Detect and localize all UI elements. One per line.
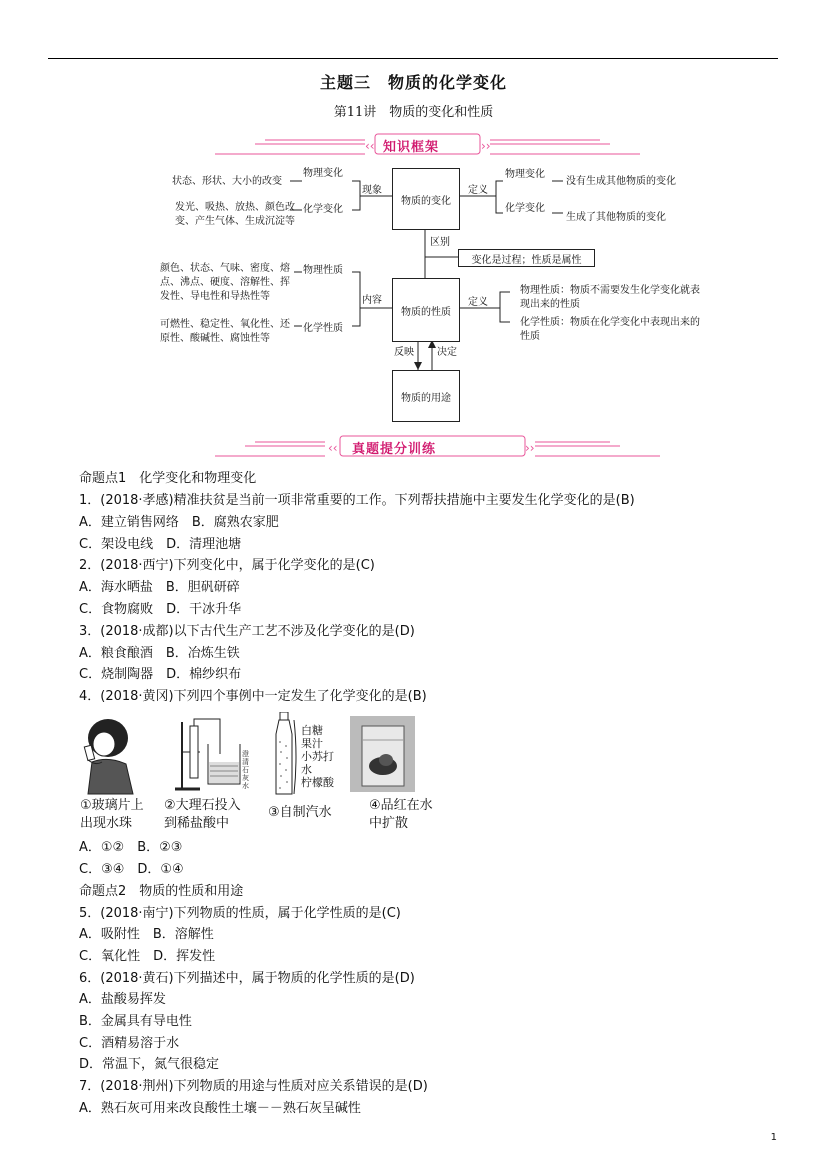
content-label: 内容 [362,295,382,306]
caption-1: ①玻璃片上 出现水珠 [80,798,144,831]
bottle-label-juice: 果汁 [301,737,323,750]
caption-2: ②大理石投入 到稀盐酸中 [164,798,241,831]
q2-options-cd: C．食物腐败 D．干冰升华 [79,602,242,617]
question-2: 2．(2018·西宁)下列变化中，属于化学变化的是(C) [79,558,375,573]
knowledge-banner-label: 知识框架 [383,140,440,155]
page-title: 主题三 物质的化学变化 [319,73,507,92]
q2-options-ab: A．海水晒盐 B．胆矾研碎 [79,580,240,595]
q5-options-ab: A．吸附性 B．溶解性 [79,927,214,942]
definition-label: 定义 [468,185,488,196]
phys-change-desc: 状态、形状、大小的改变 [172,176,282,187]
phys-change-label: 物理变化 [303,168,343,179]
svg-text:水: 水 [242,782,249,790]
question-7: 7．(2018·荆州)下列物质的用途与性质对应关系错误的是(D) [79,1079,428,1094]
bottle-label-baking-soda: 小苏打 [301,750,334,763]
q6-option-c: C．酒精易溶于水 [79,1036,180,1051]
definition2-label: 定义 [468,297,488,308]
svg-text:‹‹: ‹‹ [365,139,375,153]
question-4: 4．(2018·黄冈)下列四个事例中一定发生了化学变化的是(B) [79,689,427,704]
bottle-label-sugar: 白糖 [301,724,323,737]
q5-options-cd: C．氧化性 D．挥发性 [79,949,216,964]
phenomenon-label: 现象 [362,185,382,196]
question-6: 6．(2018·黄石)下列描述中，属于物质的化学性质的是(D) [79,971,415,986]
svg-text:清: 清 [242,758,249,766]
q6-option-d: D．常温下，氮气很稳定 [79,1057,220,1072]
phys-prop-def: 物理性质：物质不需要发生化学变化就表现出来的性质 [520,285,700,310]
right-chem-change: 化学变化 [505,203,545,214]
training-banner-label: 真题提分训练 [352,442,437,457]
properties-box: 物质的性质 [392,278,460,342]
question-3: 3．(2018·成都)以下古代生产工艺不涉及化学变化的是(D) [79,624,415,639]
question-1: 1．(2018·孝感)精准扶贫是当前一项非常重要的工作。下列帮扶措施中主要发生化学变化的是(B) [79,493,635,508]
marble-acid-apparatus-image [160,714,265,796]
q1-options-ab: A．建立销售网络 B．腐熟农家肥 [79,515,279,530]
reflect-label: 反映 [394,347,414,358]
svg-text:‹‹: ‹‹ [328,441,338,455]
svg-text:››: ›› [481,139,491,153]
q3-options-ab: A．粮食酿酒 B．冶炼生铁 [79,646,240,661]
page-number: 1 [770,1132,777,1143]
bottle-label-water: 水 [301,763,312,776]
chem-change-label: 化学变化 [303,204,343,215]
lesson-subtitle: 第11讲 物质的变化和性质 [333,105,494,120]
q4-options-ab: A．①② B．②③ [79,840,183,855]
caption-4: ④品红在水 中扩散 [369,798,433,831]
bottle-labels [301,724,334,789]
chem-prop-def: 化学性质：物质在化学变化中表现出来的性质 [520,317,700,342]
right-phys-change: 物理变化 [505,169,545,180]
q4-options-cd: C．③④ D．①④ [79,862,184,877]
q3-options-cd: C．烧制陶器 D．棉纱织布 [79,667,242,682]
caption-3: ③自制汽水 [268,805,332,820]
svg-text:澄: 澄 [242,750,249,758]
difference-box: 变化是过程；性质是属性 [458,249,595,267]
chem-prop-label: 化学性质 [303,323,343,334]
chem-change-desc: 发光、吸热、放热、颜色改变、产生气体、生成沉淀等 [175,202,295,227]
phys-prop-label: 物理性质 [303,265,343,276]
q6-option-b: B．金属具有导电性 [79,1014,192,1029]
training-banner [215,432,660,462]
changes-box: 物质的变化 [392,168,460,230]
svg-text:››: ›› [525,441,535,455]
question-5: 5．(2018·南宁)下列物质的性质，属于化学性质的是(C) [79,906,401,921]
svg-text:灰: 灰 [242,774,249,782]
chem-change-def: 生成了其他物质的变化 [566,212,666,223]
phys-change-def: 没有生成其他物质的变化 [566,176,676,187]
dye-diffusion-photo [350,716,415,792]
decide-label: 决定 [437,347,457,358]
q1-options-cd: C．架设电线 D．清理池塘 [79,537,242,552]
phys-prop-desc: 颜色、状态、气味、密度、熔点、沸点、硬度、溶解性、挥发性、导电性和导热性等 [160,263,290,302]
topic-heading-2: 命题点2 物质的性质和用途 [79,884,244,899]
q6-option-a: A．盐酸易挥发 [79,992,166,1007]
girl-glass-image [78,716,153,796]
topic-heading-1: 命题点1 化学变化和物理变化 [79,471,257,486]
q7-option-a: A．熟石灰可用来改良酸性土壤－－熟石灰呈碱性 [79,1101,361,1116]
difference-label: 区别 [430,237,450,248]
chem-prop-desc: 可燃性、稳定性、氧化性、还原性、酸碱性、腐蚀性等 [160,319,290,344]
svg-text:石: 石 [242,766,249,774]
uses-box: 物质的用途 [392,370,460,422]
bottle-label-citric-acid: 柠檬酸 [301,776,334,789]
